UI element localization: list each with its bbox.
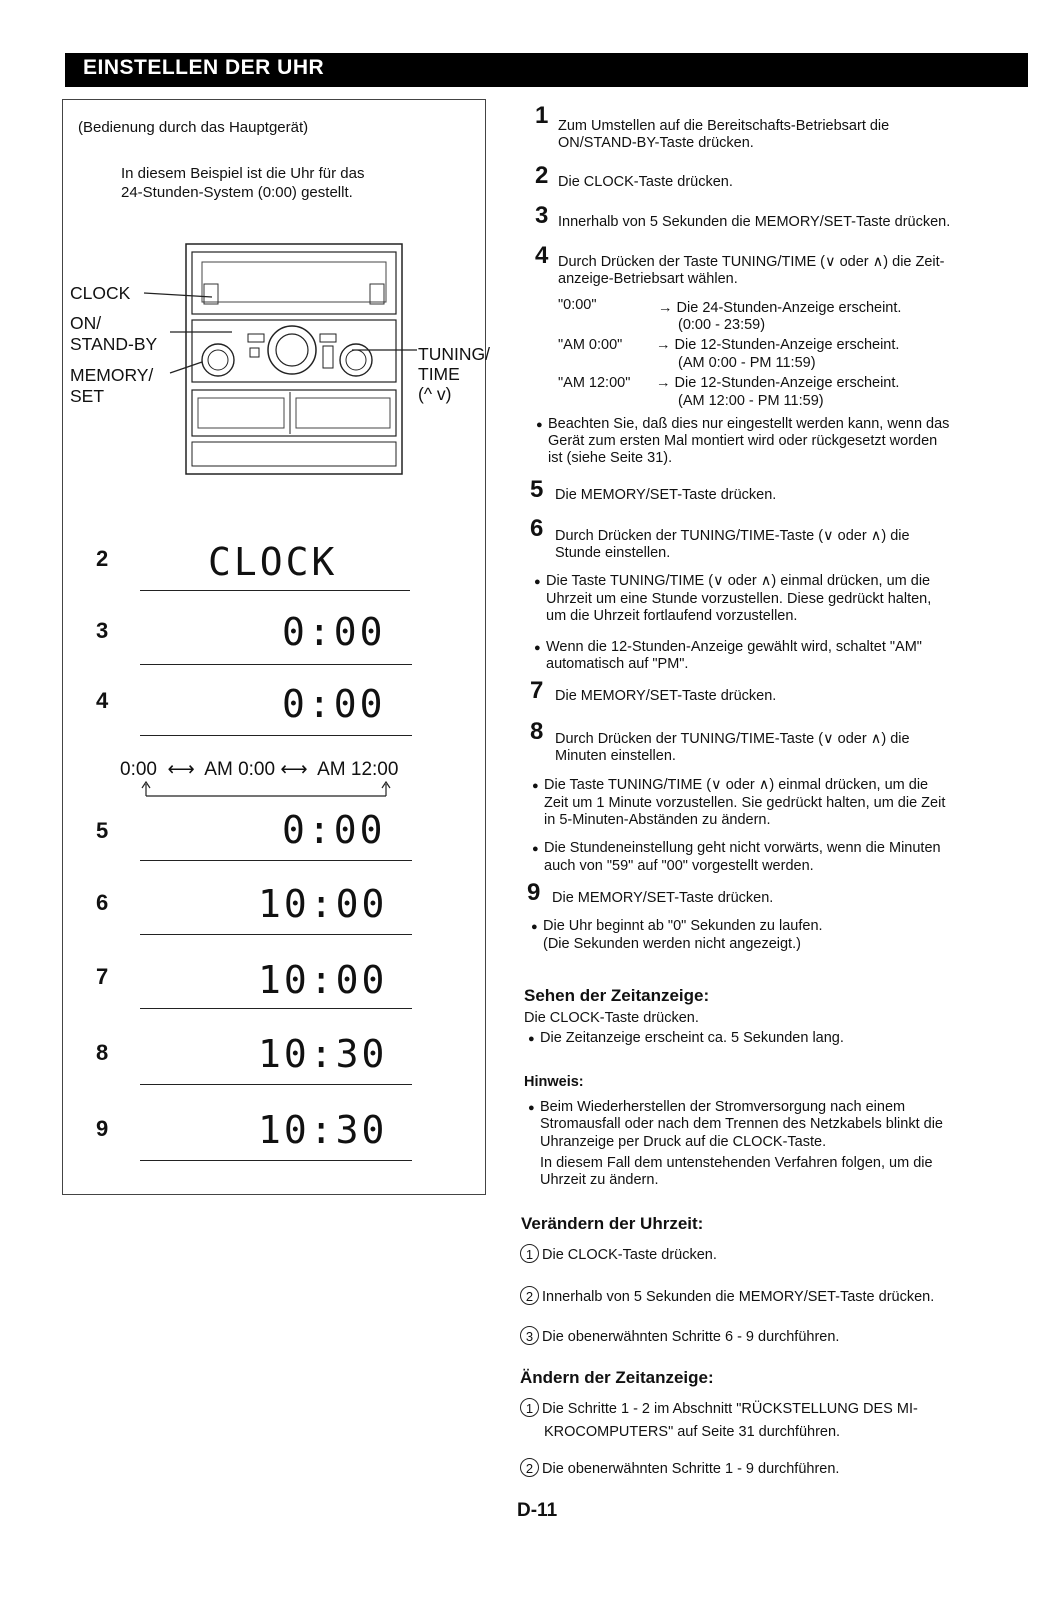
hint-text-cont: Stromausfall oder nach dem Trennen des Netzkabels blinkt die xyxy=(540,1116,943,1132)
step-number: 7 xyxy=(530,677,544,704)
display-step-number: 4 xyxy=(96,688,109,713)
bullet-note-cont: ist (siehe Seite 31). xyxy=(548,450,673,466)
step-text: ON/STAND-BY-Taste drücken. xyxy=(558,135,754,151)
bullet-note: ● Die Taste TUNING/TIME (∨ oder ∧) einmal drücken, um die xyxy=(544,777,928,794)
lcd-display: 10:30 xyxy=(258,1108,388,1152)
display-underline xyxy=(140,664,412,665)
step-number: 9 xyxy=(527,879,541,906)
mode-step: 1 Die Schritte 1 - 2 im Abschnitt "RÜCKSTELLUNG DES MI- xyxy=(520,1398,918,1418)
mode-description: → Die 12-Stunden-Anzeige erscheint. xyxy=(656,375,900,391)
label-clock: CLOCK xyxy=(70,283,131,303)
mode-option: "AM 0:00" xyxy=(558,337,623,353)
step-text: Minuten einstellen. xyxy=(555,748,676,764)
mode-range: (0:00 - 23:59) xyxy=(678,317,766,333)
display-step-number: 8 xyxy=(96,1040,109,1065)
label-tuning: TUNING/ xyxy=(418,344,490,364)
lcd-display: 0:00 xyxy=(282,682,386,726)
display-step-number: 9 xyxy=(96,1116,109,1141)
bullet-note-cont: um die Uhrzeit fortlaufend vorzustellen. xyxy=(546,608,798,624)
bullet-note: ● Die Taste TUNING/TIME (∨ oder ∧) einmal drücken, um die xyxy=(546,573,930,590)
section-text: Die CLOCK-Taste drücken. xyxy=(524,1010,699,1026)
label-arrows: (^ v) xyxy=(418,384,452,404)
section-heading-view: Sehen der Zeitanzeige: xyxy=(524,986,710,1005)
display-step-number: 2 xyxy=(96,546,109,571)
bullet-note-cont: automatisch auf "PM". xyxy=(546,656,689,672)
mode-option: "0:00" xyxy=(558,297,597,313)
label-set: SET xyxy=(70,386,105,406)
cycle-arrow-icon: ⟷ xyxy=(162,759,201,780)
mode-range: (AM 12:00 - PM 11:59) xyxy=(678,393,824,409)
display-underline xyxy=(140,1160,412,1161)
step-text: Innerhalb von 5 Sekunden die MEMORY/SET-Taste drücken. xyxy=(558,214,951,230)
bullet-note-cont: Uhrzeit um eine Stunde vorzustellen. Diese gedrückt halten, xyxy=(546,591,932,607)
lcd-display: 0:00 xyxy=(282,610,386,654)
hint-text: ● Beim Wiederherstellen der Stromversorgung nach einem xyxy=(540,1099,905,1116)
display-underline xyxy=(140,590,410,591)
example-line-1: In diesem Beispiel ist die Uhr für das xyxy=(121,165,365,182)
lcd-display: 10:30 xyxy=(258,1032,388,1076)
bullet-note-cont: (Die Sekunden werden nicht angezeigt.) xyxy=(543,936,801,952)
step-number: 2 xyxy=(535,162,549,189)
lcd-display: CLOCK xyxy=(208,540,338,584)
label-memory: MEMORY/ xyxy=(70,365,154,385)
lcd-display: 10:00 xyxy=(258,958,388,1002)
circled-number-icon: 1 xyxy=(520,1398,539,1417)
hint-text-cont: In diesem Fall dem untenstehenden Verfahren folgen, um die xyxy=(540,1155,933,1171)
change-step: 1 Die CLOCK-Taste drücken. xyxy=(520,1244,717,1264)
cycle-mode-am0: AM 0:00 xyxy=(204,759,276,780)
display-underline xyxy=(140,1008,412,1009)
display-step-number: 6 xyxy=(96,890,109,915)
display-step-number: 3 xyxy=(96,618,109,643)
bullet-note-cont: in 5-Minuten-Abständen zu ändern. xyxy=(544,812,771,828)
step-text: Durch Drücken der Taste TUNING/TIME (∨ oder ∧) die Zeit- xyxy=(558,254,945,270)
display-cycle-row xyxy=(120,758,398,781)
mode-range: (AM 0:00 - PM 11:59) xyxy=(678,355,816,371)
label-standby: STAND-BY xyxy=(70,334,158,354)
step-text: Durch Drücken der TUNING/TIME-Taste (∨ oder ∧) die xyxy=(555,528,910,544)
cycle-return-arrow xyxy=(140,780,400,800)
step-text: Die MEMORY/SET-Taste drücken. xyxy=(555,688,777,704)
bullet-note-cont: Zeit um 1 Minute vorzustellen. Sie gedrückt halten, um die Zeit xyxy=(544,795,946,811)
mode-description: → Die 24-Stunden-Anzeige erscheint. xyxy=(658,300,902,316)
circled-number-icon: 2 xyxy=(520,1286,539,1305)
step-number: 5 xyxy=(530,476,544,503)
operation-note: (Bedienung durch das Hauptgerät) xyxy=(78,119,309,136)
bullet-note-cont: Gerät zum ersten Mal montiert wird oder rückgesetzt worden xyxy=(548,433,938,449)
mode-step-cont: KROCOMPUTERS" auf Seite 31 durchführen. xyxy=(544,1424,841,1440)
bullet-note-cont: auch von "59" auf "00" vorgestellt werden. xyxy=(544,858,814,874)
example-line-2: 24-Stunden-System (0:00) gestellt. xyxy=(121,184,353,201)
cycle-mode-am12: AM 12:00 xyxy=(317,759,399,780)
hint-text-cont: Uhranzeige per Druck auf die CLOCK-Taste. xyxy=(540,1134,827,1150)
step-number: 4 xyxy=(535,242,549,269)
bullet-note: ● Beachten Sie, daß dies nur eingestellt werden kann, wenn das xyxy=(548,416,949,433)
change-step: 2 Innerhalb von 5 Sekunden die MEMORY/SET-Taste drücken. xyxy=(520,1286,934,1306)
hint-text-cont: Uhrzeit zu ändern. xyxy=(540,1172,659,1188)
cycle-arrow-icon: ⟷ xyxy=(280,759,313,780)
step-text: Die MEMORY/SET-Taste drücken. xyxy=(552,890,774,906)
mode-option: "AM 12:00" xyxy=(558,375,631,391)
section-heading-change: Verändern der Uhrzeit: xyxy=(521,1214,704,1233)
circled-number-icon: 1 xyxy=(520,1244,539,1263)
label-on: ON/ xyxy=(70,313,102,333)
step-text: Stunde einstellen. xyxy=(555,545,671,561)
lcd-display: 10:00 xyxy=(258,882,388,926)
bullet-note: ● Die Stundeneinstellung geht nicht vorwärts, wenn die Minuten xyxy=(544,840,941,857)
step-number: 6 xyxy=(530,515,544,542)
step-text: Zum Umstellen auf die Bereitschafts-Betriebsart die xyxy=(558,118,890,134)
display-underline xyxy=(140,735,412,736)
section-heading-mode: Ändern der Zeitanzeige: xyxy=(520,1368,714,1387)
step-number: 1 xyxy=(535,102,549,129)
display-underline xyxy=(140,934,412,935)
lcd-display: 0:00 xyxy=(282,808,386,852)
label-time: TIME xyxy=(418,364,460,384)
page-number: D-11 xyxy=(517,1500,558,1521)
step-text: Die CLOCK-Taste drücken. xyxy=(558,174,733,190)
change-step: 3 Die obenerwähnten Schritte 6 - 9 durchführen. xyxy=(520,1326,839,1346)
mode-description: → Die 12-Stunden-Anzeige erscheint. xyxy=(656,337,900,353)
mode-step: 2 Die obenerwähnten Schritte 1 - 9 durchführen. xyxy=(520,1458,839,1478)
step-text: anzeige-Betriebsart wählen. xyxy=(558,271,738,287)
step-number: 3 xyxy=(535,202,549,229)
step-text: Durch Drücken der TUNING/TIME-Taste (∨ oder ∧) die xyxy=(555,731,910,747)
step-text: Die MEMORY/SET-Taste drücken. xyxy=(555,487,777,503)
bullet-note: ● Wenn die 12-Stunden-Anzeige gewählt wird, schaltet "AM" xyxy=(546,639,922,656)
page-title: EINSTELLEN DER UHR xyxy=(83,56,325,79)
display-underline xyxy=(140,1084,412,1085)
cycle-mode-24h: 0:00 xyxy=(120,759,157,780)
display-step-number: 7 xyxy=(96,964,109,989)
circled-number-icon: 3 xyxy=(520,1326,539,1345)
bullet-note: ● Die Uhr beginnt ab "0" Sekunden zu laufen. xyxy=(543,918,823,935)
circled-number-icon: 2 xyxy=(520,1458,539,1477)
display-underline xyxy=(140,860,412,861)
display-step-number: 5 xyxy=(96,818,109,843)
bullet-note: ● Die Zeitanzeige erscheint ca. 5 Sekunden lang. xyxy=(540,1030,844,1047)
step-number: 8 xyxy=(530,718,544,745)
hint-heading: Hinweis: xyxy=(524,1074,584,1090)
